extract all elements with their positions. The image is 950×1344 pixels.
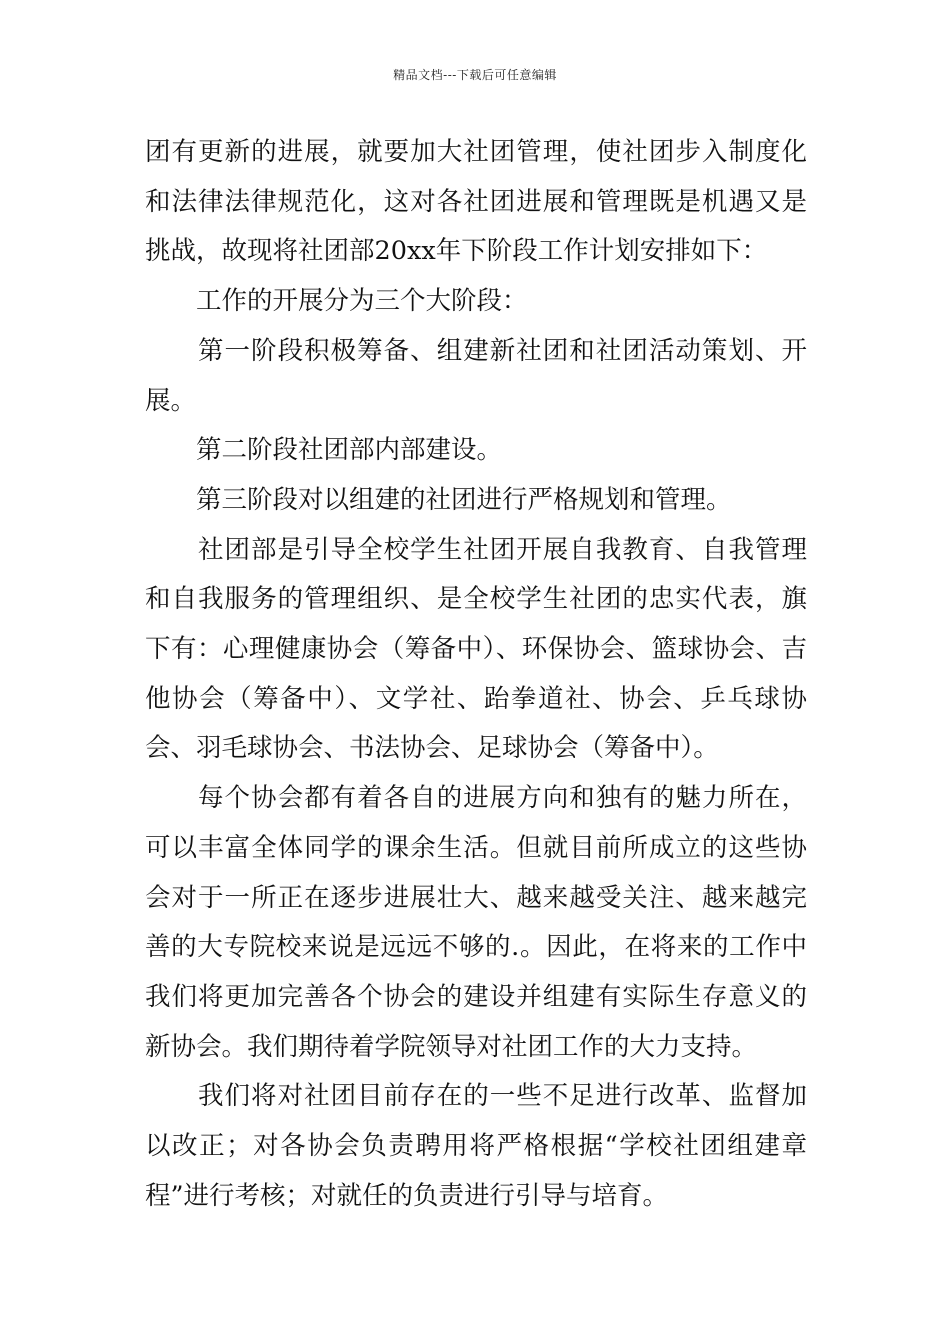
paragraph-stages-intro: 工作的开展分为三个大阶段： (196, 286, 528, 317)
page-header: 精品文档---下载后可任意编辑 (393, 68, 557, 82)
paragraph-stage-three: 第三阶段对以组建的社团进行严格规划和管理。 (196, 484, 732, 515)
paragraph-club-department: 社团部是引导全校学生社团开展自我教育、自我管理和自我服务的管理组织、是全校学生社团的忠实代表，旗下有：心理健康协会（筹备中）、环保协会、篮球协会、吉他协会（筹备中）、文学社、跆拳道社、协会、乒乓球协会、羽毛球协会、书法协会、足球协会（筹备中）。 (145, 534, 807, 764)
paragraph-reform: 我们将对社团目前存在的一些不足进行改革、监督加以改正；对各协会负责聘用将严格根据“学校社团组建章程”进行考核；对就任的负责进行引导与培育。 (145, 1081, 807, 1211)
paragraph-associations: 每个协会都有着各自的进展方向和独有的魅力所在，可以丰富全体同学的课余生活。但就目前所成立的这些协会对于一所正在逐步进展壮大、越来越受关注、越来越完善的大专院校来说是远远不够的.。因此，在将来的工作中我们将更加完善各个协会的建设并组建有实际生存意义的新协会。我们期待着学院领导对社团工作的大力支持。 (145, 783, 807, 1062)
document-body (145, 128, 807, 1221)
paragraph-stage-one: 第一阶段积极筹备、组建新社团和社团活动策划、开展。 (145, 335, 807, 416)
paragraph-continuation: 团有更新的进展，就要加大社团管理，使社团步入制度化和法律法律规范化，这对各社团进展和管理既是机遇又是挑战，故现将社团部20xx年下阶段工作计划安排如下： (145, 137, 807, 267)
paragraph-stage-two: 第二阶段社团部内部建设。 (196, 435, 503, 466)
